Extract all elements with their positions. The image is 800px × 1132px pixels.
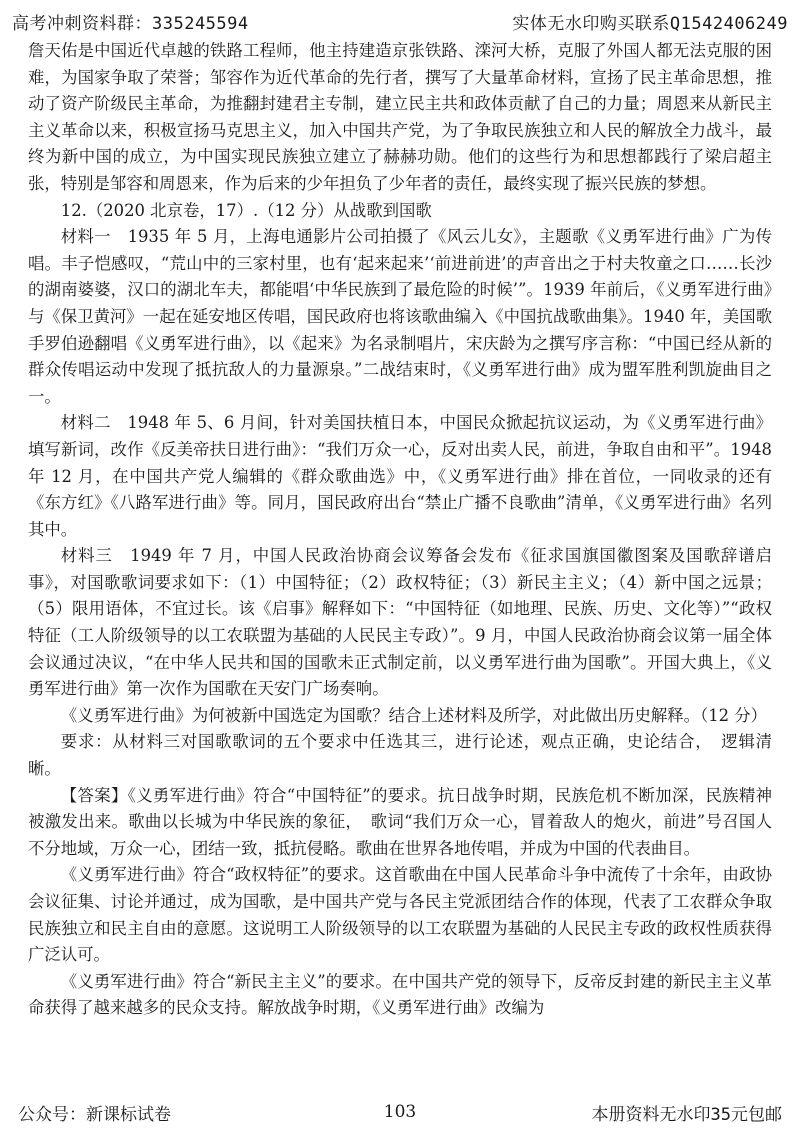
- material-one: 材料一 1935 年 5 月，上海电通影片公司拍摄了《风云儿女》，主题歌《义勇军进行曲》广为传唱。丰子恺感叹，“荒山中的三家村里，也有‘起来起来’‘前进前进’的声音出之于村夫牧童之口……长沙的湖南婆婆，汉口的湖北车夫，都能唱‘中华民族到了最危险的时候’”。1939 年前后，《义勇军进行曲》与《保卫黄河》一起在延安地区传唱，国民政府也将该歌曲编入《中国抗战歌曲集》。1940 年，美国歌手罗伯逊翻唱《义勇军进行曲》，以《起来》为名录制唱片，宋庆龄为之撰写序言称：“中国已经从新的群众传唱运动中发现了抵抗敌人的力量源泉。”二战结束时，《义勇军进行曲》成为盟军胜利凯旋曲目之一。: [28, 227, 772, 406]
- question-prompt: 《义勇军进行曲》为何被新中国选定为国歌？结合上述材料及所学，对此做出历史解释。（12 分）: [60, 705, 768, 725]
- paragraph-intro: 詹天佑是中国近代卓越的铁路工程师，他主持建造京张铁路、滦河大桥，克服了外国人都无法克服的困难，为国家争取了荣誉；邹容作为近代革命的先行者，撰写了大量革命材料，宣扬了民主革命思想，推动了资产阶级民主革命，为推翻封建君主专制，建立民主共和政体贡献了自己的力量；周恩来从新民主主义革命以来，积极宣扬马克思主义，加入中国共产党，为了争取民族独立和人民的解放全力战斗，最终为新中国的成立，为中国实现民族独立建立了赫赫功勋。他们的这些行为和思想都践行了梁启超主张，特别是邹容和周恩来，作为后来的少年担负了少年者的责任，最终实现了振兴民族的梦想。: [28, 41, 772, 193]
- material-three: 材料三 1949 年 7 月，中国人民政治协商会议筹备会发布《征求国旗国徽图案及国歌辞谱启事》，对国歌歌词要求如下：（1）中国特征；（2）政权特征；（3）新民主主义；（4）新中国之远景；（5）限用语体，不宜过长。该《启事》解释如下：“中国特征（如地理、民族、历史、文化等）”“政权特征（工人阶级领导的以工农联盟为基础的人民民主专政）”。9 月，中国人民政治协商会议第一届全体会议通过决议，“在中华人民共和国的国歌未正式制定前，以义勇军进行曲为国歌”。开国大典上，《义勇军进行曲》第一次作为国歌在天安门广场奏响。: [28, 546, 772, 699]
- page-footer: [18, 1096, 782, 1128]
- answer-paragraph-1: 【答案】《义勇军进行曲》符合“中国特征”的要求。抗日战争时期，民族危机不断加深，民族精神被激发出来。歌曲以长城为中华民族的象征， 歌词“我们万众一心，冒着敌人的炮火，前进”号召国人不分地域，万众一心，团结一致，抵抗侵略。歌曲在世界各地传唱，并成为中国的代表曲目。: [28, 785, 772, 858]
- document-body: [28, 38, 772, 1022]
- question-requirements: 要求：从材料三对国歌歌词的五个要求中任选其三，进行论述，观点正确，史论结合， 逻辑清晰。: [28, 732, 772, 779]
- question-title: 12.（2020 北京卷，17）.（12 分）从战歌到国歌: [60, 200, 432, 220]
- header-left-text: 高考冲刺资料群：335245594: [12, 13, 249, 34]
- footer-right-text: 本册资料无水印35元包邮: [591, 1104, 782, 1125]
- page-header: [12, 6, 788, 36]
- footer-left-text: 公众号：新课标试卷: [18, 1104, 171, 1125]
- header-right-text: 实体无水印购买联系Q1542406249: [512, 13, 788, 34]
- page-number: 103: [383, 1102, 417, 1122]
- answer-paragraph-3: 《义勇军进行曲》符合“新民主主义”的要求。在中国共产党的领导下，反帝反封建的新民主主义革命获得了越来越多的民众支持。解放战争时期，《义勇军进行曲》改编为: [28, 971, 772, 1018]
- material-two: 材料二 1948 年 5、6 月间，针对美国扶植日本，中国民众掀起抗议运动，为《义勇军进行曲》填写新词，改作《反美帝扶日进行曲》：“我们万众一心，反对出卖人民，前进，争取自由和平”。1948 年 12 月，在中国共产党人编辑的《群众歌曲选》中，《义勇军进行曲》排在首位，一同收录的还有《东方红》《八路军进行曲》等。同月，国民政府出台“禁止广播不良歌曲”清单，《义勇军进行曲》名列其中。: [28, 413, 772, 539]
- answer-paragraph-2: 《义勇军进行曲》符合“政权特征”的要求。这首歌曲在中国人民革命斗争中流传了十余年，由政协会议征集、讨论并通过，成为国歌，是中国共产党与各民主党派团结合作的体现，代表了工农群众争取民族独立和民主自由的意愿。这说明工人阶级领导的以工农联盟为基础的人民民主专政的政权性质获得广泛认可。: [28, 865, 772, 965]
